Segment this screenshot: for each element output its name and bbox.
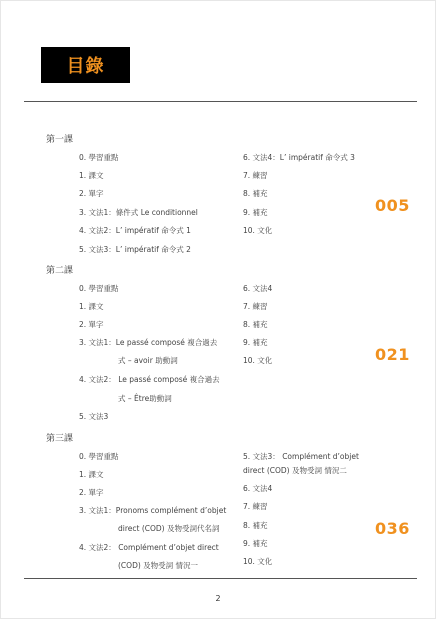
- lesson-2-item[interactable]: 9. 補充: [243, 338, 268, 347]
- lesson-2-item[interactable]: 4. 文法2： Le passé composé 複合過去: [79, 375, 220, 384]
- title-box: [41, 47, 130, 83]
- lesson-2-item[interactable]: 3. 文法1：Le passé composé 複合過去: [79, 338, 218, 347]
- lesson-2-item[interactable]: 0. 學習重點: [79, 284, 119, 293]
- lesson-3-item[interactable]: 1. 課文: [79, 470, 104, 479]
- lesson-2-item[interactable]: 6. 文法4: [243, 284, 273, 293]
- lesson-1-page-number[interactable]: 005: [375, 196, 410, 215]
- lesson-1-item[interactable]: 6. 文法4：L’ impératif 命令式 3: [243, 153, 355, 162]
- lesson-1-item[interactable]: 4. 文法2：L’ impératif 命令式 1: [79, 226, 191, 235]
- lesson-3-item[interactable]: 3. 文法1：Pronoms complément d’objet: [79, 506, 227, 515]
- bottom-divider: [24, 578, 417, 579]
- lesson-1-item[interactable]: 2. 單字: [79, 189, 104, 198]
- lesson-3-item[interactable]: 9. 補充: [243, 539, 268, 548]
- lesson-1-item[interactable]: 0. 學習重點: [79, 153, 119, 162]
- footer-page-number: 2: [215, 594, 221, 603]
- top-divider: [24, 101, 417, 102]
- lesson-3-item[interactable]: 7. 練習: [243, 502, 268, 511]
- lesson-2-item[interactable]: 1. 課文: [79, 302, 104, 311]
- lesson-2-item[interactable]: 2. 單字: [79, 320, 104, 329]
- lesson-2-item-continued[interactable]: 式 – avoir 助動詞: [118, 356, 178, 365]
- lesson-1-item[interactable]: 10. 文化: [243, 226, 273, 235]
- lesson-1-title: 第一課: [46, 135, 74, 145]
- lesson-1-item[interactable]: 1. 課文: [79, 171, 104, 180]
- lesson-1-item[interactable]: 8. 補充: [243, 189, 268, 198]
- lesson-3-item[interactable]: 6. 文法4: [243, 484, 273, 493]
- lesson-1-item[interactable]: 7. 練習: [243, 171, 268, 180]
- lesson-3-item[interactable]: 8. 補充: [243, 521, 268, 530]
- lesson-2-item[interactable]: 5. 文法3: [79, 412, 109, 421]
- lesson-3-item[interactable]: 10. 文化: [243, 557, 273, 566]
- lesson-3-page-number[interactable]: 036: [375, 519, 410, 538]
- lesson-1-item[interactable]: 3. 文法1：條件式 Le conditionnel: [79, 208, 198, 217]
- page-title: 目錄: [66, 56, 105, 77]
- lesson-3-item[interactable]: 2. 單字: [79, 488, 104, 497]
- lesson-3-item-continued[interactable]: (COD) 及物受詞 情況一: [118, 561, 199, 570]
- lesson-3-item[interactable]: 0. 學習重點: [79, 452, 119, 461]
- lesson-3-item-continued[interactable]: direct (COD) 及物受詞代名詞: [118, 524, 220, 533]
- lesson-2-item[interactable]: 10. 文化: [243, 356, 273, 365]
- lesson-3-item[interactable]: 5. 文法3： Complément d’objet: [243, 452, 359, 461]
- lesson-2-page-number[interactable]: 021: [375, 345, 410, 364]
- lesson-2-item-continued[interactable]: 式 – Être助動詞: [118, 394, 172, 403]
- lesson-2-item[interactable]: 7. 練習: [243, 302, 268, 311]
- lesson-3-title: 第三課: [46, 434, 74, 444]
- lesson-3-item-continued[interactable]: direct (COD) 及物受詞 情況二: [243, 466, 347, 475]
- lesson-1-item[interactable]: 5. 文法3：L’ impératif 命令式 2: [79, 245, 191, 254]
- lesson-3-item[interactable]: 4. 文法2： Complément d’objet direct: [79, 543, 219, 552]
- lesson-2-item[interactable]: 8. 補充: [243, 320, 268, 329]
- lesson-1-item[interactable]: 9. 補充: [243, 208, 268, 217]
- lesson-2-title: 第二課: [46, 266, 74, 276]
